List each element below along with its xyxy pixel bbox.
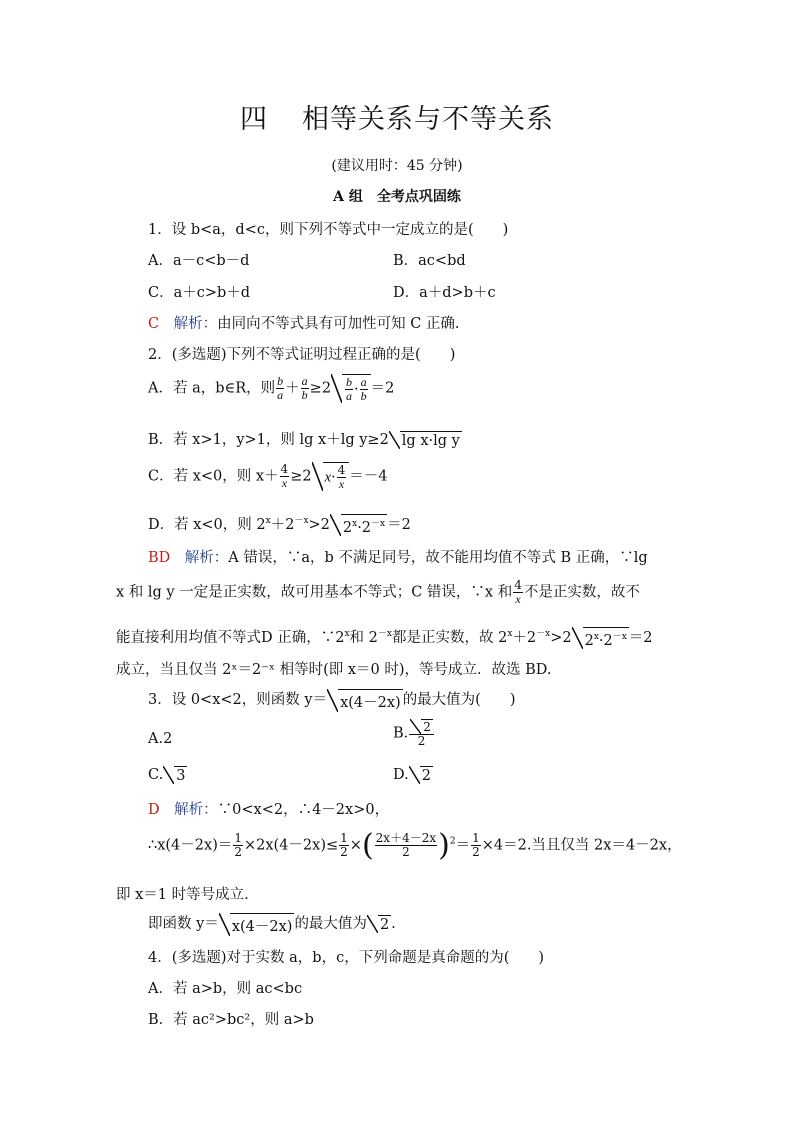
q3-option-a: A.2	[148, 731, 173, 747]
q1-option-a: A．a－c<b－d	[148, 253, 250, 269]
q3-option-b: B. $\frac{2}{2}$	[393, 719, 435, 748]
q3-stem: 3．设 0<x<2，则函数 y＝ x(4－2x) 的最大值为( )	[148, 688, 516, 712]
suggested-time: (建议用时：45 分钟)	[331, 158, 463, 174]
q2-option-b: B．若 x>1，y>1，则 lg x＋lg y≥2 lg x·lg y	[148, 432, 460, 449]
q2-option-a: A．若 a，b∈R，则 $\frac{b}{a}$ ＋ $\frac{a}{b}$ ≥2 $\frac{b}{a}$ · $\frac{a}{b}$ ＝2	[148, 374, 395, 403]
q2-solution-line1: BD 解析：A 错误，∵a，b 不满足同号，故不能用均值不等式 B 正确，∵lg	[148, 550, 648, 566]
q2-stem: 2．(多选题)下列不等式证明过程正确的是( )	[148, 347, 456, 363]
page-title: 四 相等关系与不等关系	[240, 104, 554, 135]
q2-solution-line4: 成立，当且仅当 2ˣ＝2⁻ˣ 相等时(即 x＝0 时)，等号成立．故选 BD.	[116, 662, 552, 678]
q3-solution-line4: 即函数 y＝ x(4－2x) 的最大值为 2 .	[148, 912, 396, 936]
q2-solution-line3: 能直接利用均值不等式D 正确，∵2$^x$和 $2^{-x}$都是正实数，故 $2^x+2^{-x}>2$ $2^x\cdot 2^{-x} =2$	[116, 626, 653, 649]
q3-solution-line2: ∴x(4－2x)＝ $\frac{1}{2}$ ×2x(4－2x)≤ $\frac{1}{2}$ ×( $\frac{2x+4-2x}{2}$ )$^2$＝ $\frac{1}{2}$ ×4＝2.当且仅当 2x＝4－2x，	[148, 828, 682, 863]
q1-option-b: B．ac<bd	[393, 253, 466, 269]
q3-option-c: C. 3	[148, 767, 186, 784]
q4-stem: 4．(多选题)对于实数 a，b，c，下列命题是真命题的为( )	[148, 950, 545, 966]
q1-option-d: D．a＋d>b＋c	[393, 285, 496, 301]
q3-answer: D	[148, 802, 160, 818]
q2-option-d: D．若 x<0，则 $2^x+2^{-x}>2$ $2^x\cdot 2^{-x} =2$	[148, 513, 411, 536]
q3-solution-line3: 即 x＝1 时等号成立.	[116, 887, 249, 903]
q1-solution: C 解析：由同向不等式具有可加性可知 C 正确.	[148, 316, 460, 332]
q1-stem: 1．设 b<a，d<c，则下列不等式中一定成立的是( )	[148, 222, 509, 238]
group-heading: A 组 全考点巩固练	[333, 189, 461, 205]
q1-option-c: C．a＋c>b＋d	[148, 285, 251, 301]
q4-option-b: B．若 ac²>bc²，则 a>b	[148, 1012, 314, 1028]
q2-solution-line2: x 和 lg y 一定是正实数，故可用基本不等式；C 错误，∵x 和 $\frac{4}{x}$ 不是正实数，故不	[116, 578, 640, 606]
q3-option-d: D. 2	[393, 767, 431, 784]
q2-option-c: C．若 x<0，则 x＋ $\frac{4}{x}$ ≥2 x· $\frac{4}{x}$ ＝－4	[148, 462, 388, 491]
q3-solution-line1: D 解析：∵0<x<2，∴4－2x>0，	[148, 802, 390, 818]
q2-answer: BD	[148, 550, 171, 566]
q1-answer: C	[148, 316, 160, 332]
q4-option-a: A．若 a>b，则 ac<bc	[148, 981, 303, 997]
